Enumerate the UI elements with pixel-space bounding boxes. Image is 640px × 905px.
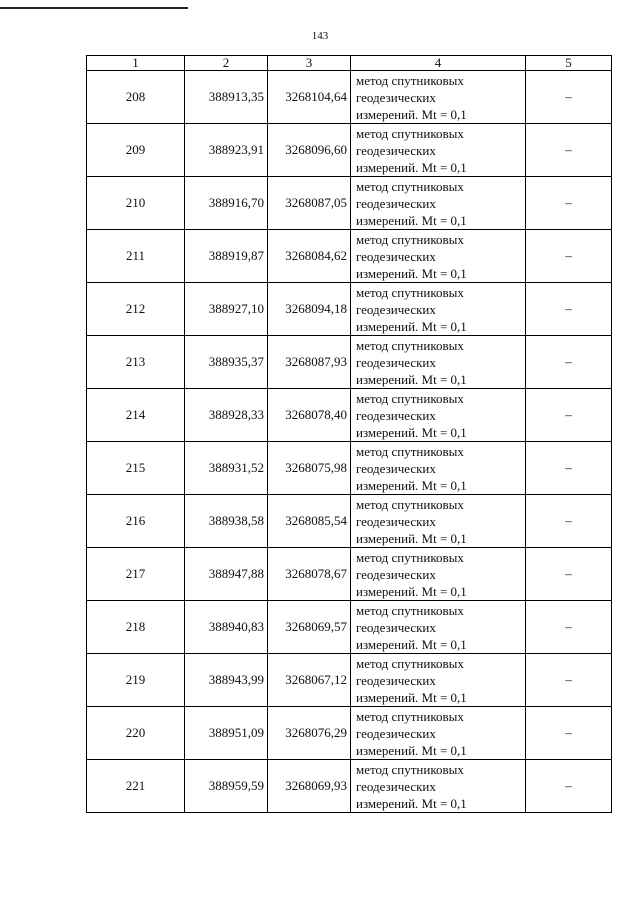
x-coordinate-cell: 388935,37 — [185, 336, 268, 389]
table-row — [87, 283, 612, 336]
y-coordinate-cell: 3268104,64 — [268, 71, 351, 124]
method-line: измерений. Mt = 0,1 — [356, 424, 467, 440]
column5-cell: – — [526, 283, 612, 336]
y-coordinate-cell: 3268078,40 — [268, 389, 351, 442]
page-number: 143 — [311, 30, 329, 42]
method-line: геодезических — [356, 89, 436, 105]
method-cell — [351, 707, 526, 760]
point-number-cell: 216 — [87, 495, 185, 548]
point-number-cell: 208 — [87, 71, 185, 124]
x-coordinate-cell: 388947,88 — [185, 548, 268, 601]
y-coordinate-cell: 3268094,18 — [268, 283, 351, 336]
method-line: измерений. Mt = 0,1 — [356, 318, 467, 334]
y-coordinate-cell: 3268096,60 — [268, 124, 351, 177]
method-line: метод спутниковых — [356, 761, 464, 777]
method-line: измерений. Mt = 0,1 — [356, 742, 467, 758]
point-number-cell: 217 — [87, 548, 185, 601]
method-cell — [351, 389, 526, 442]
method-line: метод спутниковых — [356, 284, 464, 300]
method-line: геодезических — [356, 407, 436, 423]
method-line: измерений. Mt = 0,1 — [356, 371, 467, 387]
table-row — [87, 230, 612, 283]
method-line: метод спутниковых — [356, 125, 464, 141]
method-line: измерений. Mt = 0,1 — [356, 159, 467, 175]
y-coordinate-cell: 3268087,05 — [268, 177, 351, 230]
method-line: геодезических — [356, 354, 436, 370]
method-line: измерений. Mt = 0,1 — [356, 689, 467, 705]
method-cell — [351, 654, 526, 707]
method-line: геодезических — [356, 195, 436, 211]
column5-cell: – — [526, 230, 612, 283]
method-cell — [351, 71, 526, 124]
column5-cell: – — [526, 177, 612, 230]
method-cell — [351, 283, 526, 336]
point-number-cell: 209 — [87, 124, 185, 177]
method-line: метод спутниковых — [356, 443, 464, 459]
point-number-cell: 213 — [87, 336, 185, 389]
method-line: измерений. Mt = 0,1 — [356, 530, 467, 546]
method-line: метод спутниковых — [356, 602, 464, 618]
column5-cell: – — [526, 760, 612, 813]
method-line: геодезических — [356, 619, 436, 635]
method-line: измерений. Mt = 0,1 — [356, 265, 467, 281]
method-cell — [351, 601, 526, 654]
method-cell — [351, 230, 526, 283]
method-line: метод спутниковых — [356, 655, 464, 671]
table-row — [87, 442, 612, 495]
column5-cell: – — [526, 654, 612, 707]
column5-cell: – — [526, 495, 612, 548]
y-coordinate-cell: 3268085,54 — [268, 495, 351, 548]
header-cell: 1 — [87, 56, 185, 71]
method-line: геодезических — [356, 672, 436, 688]
method-line: геодезических — [356, 301, 436, 317]
x-coordinate-cell: 388959,59 — [185, 760, 268, 813]
y-coordinate-cell: 3268069,93 — [268, 760, 351, 813]
header-row — [87, 56, 612, 71]
method-line: метод спутниковых — [356, 72, 464, 88]
header-cell: 5 — [526, 56, 612, 71]
point-number-cell: 220 — [87, 707, 185, 760]
method-line: геодезических — [356, 778, 436, 794]
point-number-cell: 221 — [87, 760, 185, 813]
method-line: метод спутниковых — [356, 496, 464, 512]
x-coordinate-cell: 388940,83 — [185, 601, 268, 654]
method-line: метод спутниковых — [356, 390, 464, 406]
method-cell — [351, 760, 526, 813]
header-cell: 3 — [268, 56, 351, 71]
method-line: метод спутниковых — [356, 337, 464, 353]
column5-cell: – — [526, 548, 612, 601]
coordinates-table — [86, 55, 612, 813]
column5-cell: – — [526, 71, 612, 124]
table-row — [87, 177, 612, 230]
column5-cell: – — [526, 707, 612, 760]
x-coordinate-cell: 388931,52 — [185, 442, 268, 495]
y-coordinate-cell: 3268078,67 — [268, 548, 351, 601]
table-row — [87, 71, 612, 124]
x-coordinate-cell: 388913,35 — [185, 71, 268, 124]
header-cell: 4 — [351, 56, 526, 71]
method-line: измерений. Mt = 0,1 — [356, 795, 467, 811]
y-coordinate-cell: 3268076,29 — [268, 707, 351, 760]
x-coordinate-cell: 388943,99 — [185, 654, 268, 707]
table-row — [87, 548, 612, 601]
method-cell — [351, 548, 526, 601]
x-coordinate-cell: 388916,70 — [185, 177, 268, 230]
method-line: измерений. Mt = 0,1 — [356, 212, 467, 228]
y-coordinate-cell: 3268087,93 — [268, 336, 351, 389]
method-line: геодезических — [356, 460, 436, 476]
y-coordinate-cell: 3268069,57 — [268, 601, 351, 654]
x-coordinate-cell: 388928,33 — [185, 389, 268, 442]
table-body — [87, 71, 612, 813]
method-line: геодезических — [356, 248, 436, 264]
method-line: геодезических — [356, 566, 436, 582]
y-coordinate-cell: 3268084,62 — [268, 230, 351, 283]
header-cell: 2 — [185, 56, 268, 71]
method-line: измерений. Mt = 0,1 — [356, 477, 467, 493]
point-number-cell: 211 — [87, 230, 185, 283]
method-line: геодезических — [356, 513, 436, 529]
table-row — [87, 124, 612, 177]
table-row — [87, 336, 612, 389]
point-number-cell: 218 — [87, 601, 185, 654]
column5-cell: – — [526, 442, 612, 495]
table-row — [87, 707, 612, 760]
column5-cell: – — [526, 124, 612, 177]
method-line: метод спутниковых — [356, 549, 464, 565]
method-line: метод спутниковых — [356, 708, 464, 724]
method-line: измерений. Mt = 0,1 — [356, 636, 467, 652]
table-row — [87, 495, 612, 548]
table-row — [87, 601, 612, 654]
x-coordinate-cell: 388951,09 — [185, 707, 268, 760]
x-coordinate-cell: 388938,58 — [185, 495, 268, 548]
y-coordinate-cell: 3268067,12 — [268, 654, 351, 707]
method-line: метод спутниковых — [356, 231, 464, 247]
method-line: измерений. Mt = 0,1 — [356, 106, 467, 122]
method-cell — [351, 177, 526, 230]
point-number-cell: 215 — [87, 442, 185, 495]
method-line: геодезических — [356, 725, 436, 741]
column5-cell: – — [526, 336, 612, 389]
point-number-cell: 214 — [87, 389, 185, 442]
method-cell — [351, 124, 526, 177]
x-coordinate-cell: 388927,10 — [185, 283, 268, 336]
column5-cell: – — [526, 601, 612, 654]
method-cell — [351, 495, 526, 548]
x-coordinate-cell: 388923,91 — [185, 124, 268, 177]
point-number-cell: 210 — [87, 177, 185, 230]
method-line: геодезических — [356, 142, 436, 158]
point-number-cell: 212 — [87, 283, 185, 336]
table-row — [87, 389, 612, 442]
table-row — [87, 654, 612, 707]
top-rule — [0, 7, 188, 9]
y-coordinate-cell: 3268075,98 — [268, 442, 351, 495]
method-cell — [351, 336, 526, 389]
method-cell — [351, 442, 526, 495]
x-coordinate-cell: 388919,87 — [185, 230, 268, 283]
column5-cell: – — [526, 389, 612, 442]
method-line: измерений. Mt = 0,1 — [356, 583, 467, 599]
method-line: метод спутниковых — [356, 178, 464, 194]
table-row — [87, 760, 612, 813]
point-number-cell: 219 — [87, 654, 185, 707]
